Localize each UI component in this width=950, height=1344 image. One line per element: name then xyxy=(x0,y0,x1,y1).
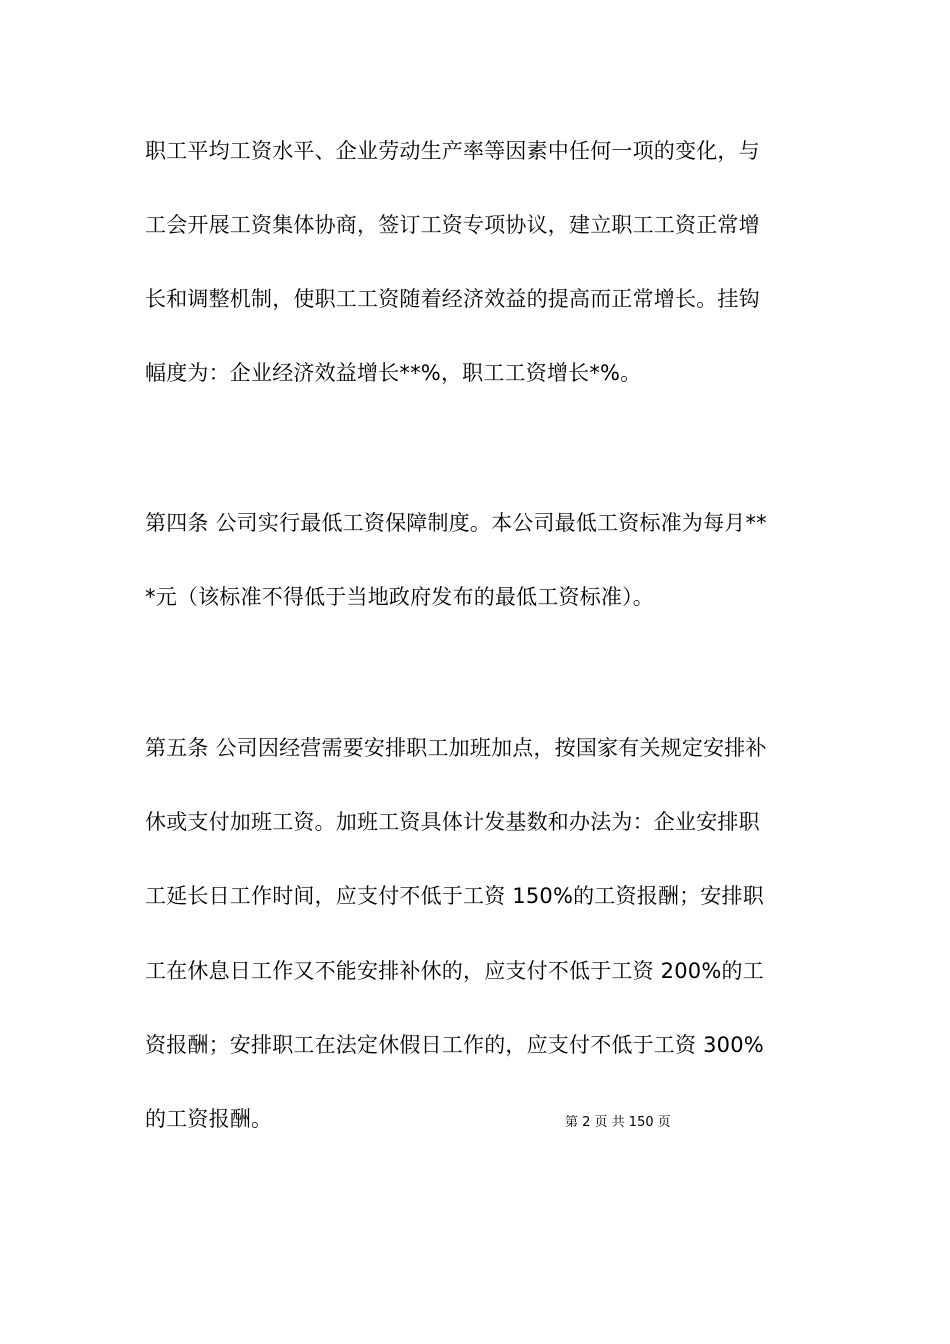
article-4-line: *元（该标准不得低于当地政府发布的最低工资标准）。 xyxy=(145,585,654,609)
article-5-line: 的工资报酬。 xyxy=(145,1107,273,1131)
paragraph-line: 职工平均工资水平、企业劳动生产率等因素中任何一项的变化，与 xyxy=(145,139,760,163)
article-5-line: 工在休息日工作又不能安排补休的，应支付不低于工资 200%的工 xyxy=(145,959,764,983)
page-number-footer: 第 2 页 共 150 页 xyxy=(565,1115,671,1130)
article-4-line: 第四条 公司实行最低工资保障制度。本公司最低工资标准为每月** xyxy=(145,511,767,535)
article-5-line: 第五条 公司因经营需要安排职工加班加点，按国家有关规定安排补 xyxy=(145,736,767,760)
article-5-line: 休或支付加班工资。加班工资具体计发基数和办法为：企业安排职 xyxy=(145,810,760,834)
article-5-line: 工延长日工作时间，应支付不低于工资 150%的工资报酬；安排职 xyxy=(145,884,764,908)
paragraph-line: 长和调整机制，使职工工资随着经济效益的提高而正常增长。挂钩 xyxy=(145,287,760,311)
paragraph-line: 幅度为：企业经济效益增长**%，职工工资增长*%。 xyxy=(145,361,642,385)
paragraph-line: 工会开展工资集体协商，签订工资专项协议，建立职工工资正常增 xyxy=(145,213,760,237)
article-5-line: 资报酬；安排职工在法定休假日工作的，应支付不低于工资 300% xyxy=(145,1033,764,1057)
